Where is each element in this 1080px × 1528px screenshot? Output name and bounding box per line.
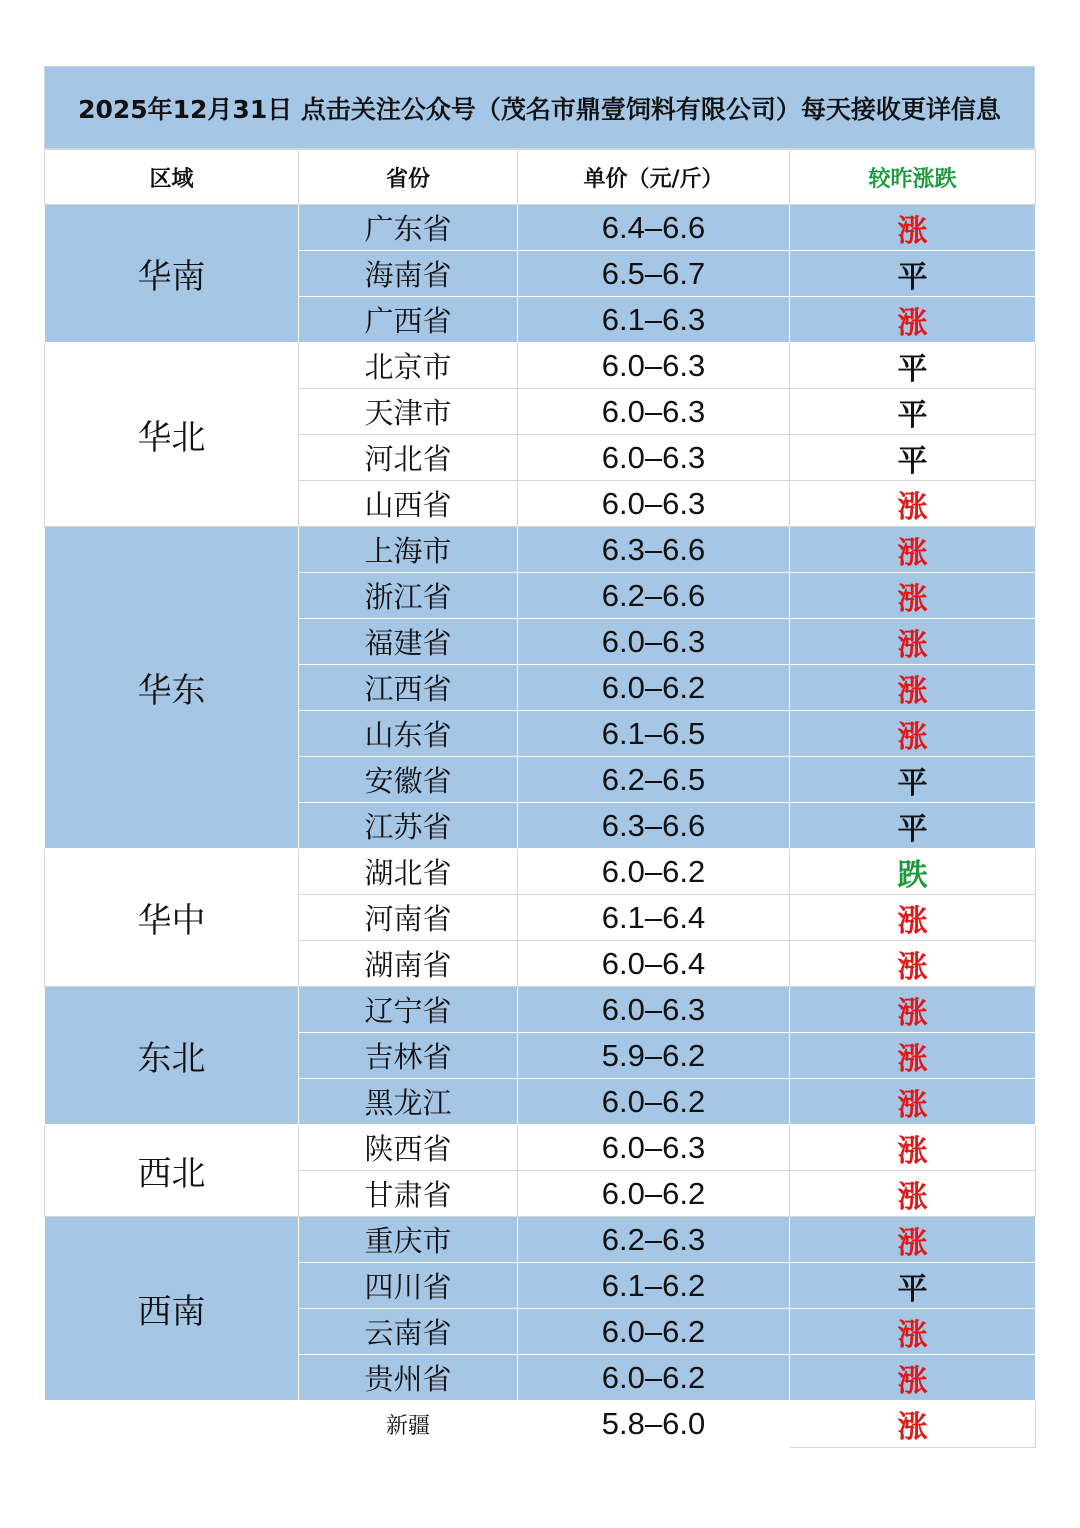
- province-cell: 浙江省: [299, 573, 518, 619]
- province-cell: 上海市: [299, 527, 518, 573]
- change-cell: 涨: [790, 665, 1036, 711]
- province-cell: 福建省: [299, 619, 518, 665]
- price-cell: 6.0–6.2: [518, 665, 790, 711]
- price-cell: 6.0–6.3: [518, 481, 790, 527]
- price-cell: 6.0–6.2: [518, 1171, 790, 1217]
- table-row: [45, 205, 1036, 251]
- price-cell: 6.5–6.7: [518, 251, 790, 297]
- price-cell: 6.0–6.2: [518, 1309, 790, 1355]
- province-cell: 北京市: [299, 343, 518, 389]
- province-cell: 重庆市: [299, 1217, 518, 1263]
- region-cell: 华东: [45, 527, 299, 849]
- table-row-extra: [45, 1401, 1036, 1448]
- table-row: [45, 343, 1036, 389]
- province-cell: 山西省: [299, 481, 518, 527]
- province-cell: 甘肃省: [299, 1171, 518, 1217]
- change-cell: 涨: [790, 573, 1036, 619]
- province-cell: 广西省: [299, 297, 518, 343]
- price-table: [44, 149, 1036, 1448]
- header-region: 区域: [45, 150, 299, 205]
- change-cell: 涨: [790, 711, 1036, 757]
- table-row: [45, 849, 1036, 895]
- region-cell: 华北: [45, 343, 299, 527]
- change-cell: 平: [790, 803, 1036, 849]
- price-sheet: [44, 66, 1035, 1448]
- province-cell: 河北省: [299, 435, 518, 481]
- region-cell: 华南: [45, 205, 299, 343]
- table-header-row: [45, 150, 1036, 205]
- price-cell: 6.3–6.6: [518, 527, 790, 573]
- price-cell: 6.2–6.5: [518, 757, 790, 803]
- price-cell: 6.2–6.3: [518, 1217, 790, 1263]
- empty-region-cell: [45, 1401, 299, 1448]
- change-cell: 涨: [790, 1079, 1036, 1125]
- header-change: 较昨涨跌: [790, 150, 1036, 205]
- region-cell: 西北: [45, 1125, 299, 1217]
- province-cell: 辽宁省: [299, 987, 518, 1033]
- price-cell: 6.1–6.4: [518, 895, 790, 941]
- price-cell: 6.3–6.6: [518, 803, 790, 849]
- change-cell: 涨: [790, 619, 1036, 665]
- province-cell: 吉林省: [299, 1033, 518, 1079]
- price-cell: 6.1–6.2: [518, 1263, 790, 1309]
- province-cell: 海南省: [299, 251, 518, 297]
- price-cell: 6.0–6.3: [518, 435, 790, 481]
- province-cell: 河南省: [299, 895, 518, 941]
- price-cell: 6.0–6.3: [518, 987, 790, 1033]
- province-cell: 江西省: [299, 665, 518, 711]
- table-row: [45, 527, 1036, 573]
- change-cell: 涨: [790, 1171, 1036, 1217]
- province-cell: 湖南省: [299, 941, 518, 987]
- change-cell: 涨: [790, 1125, 1036, 1171]
- province-cell: 广东省: [299, 205, 518, 251]
- change-cell: 跌: [790, 849, 1036, 895]
- table-row: [45, 1217, 1036, 1263]
- price-cell: 5.9–6.2: [518, 1033, 790, 1079]
- province-cell: 贵州省: [299, 1355, 518, 1401]
- price-cell: 6.0–6.2: [518, 849, 790, 895]
- change-cell: 平: [790, 251, 1036, 297]
- price-cell: 6.0–6.2: [518, 1079, 790, 1125]
- region-cell: 西南: [45, 1217, 299, 1401]
- change-cell: 平: [790, 757, 1036, 803]
- change-cell: 涨: [790, 481, 1036, 527]
- price-cell: 6.0–6.3: [518, 619, 790, 665]
- change-cell: 平: [790, 435, 1036, 481]
- header-price: 单价（元/斤）: [518, 150, 790, 205]
- price-cell: 6.0–6.4: [518, 941, 790, 987]
- price-cell: 6.0–6.3: [518, 389, 790, 435]
- change-cell: 涨: [790, 205, 1036, 251]
- change-cell: 平: [790, 389, 1036, 435]
- price-cell: 6.2–6.6: [518, 573, 790, 619]
- price-cell: 6.0–6.3: [518, 343, 790, 389]
- table-row: [45, 987, 1036, 1033]
- price-cell: 6.1–6.5: [518, 711, 790, 757]
- province-cell: 天津市: [299, 389, 518, 435]
- province-cell: 湖北省: [299, 849, 518, 895]
- price-cell: 6.0–6.3: [518, 1125, 790, 1171]
- price-cell: 6.1–6.3: [518, 297, 790, 343]
- price-cell: 6.0–6.2: [518, 1355, 790, 1401]
- change-cell: 涨: [790, 1401, 1036, 1448]
- province-cell: 江苏省: [299, 803, 518, 849]
- price-cell: 6.4–6.6: [518, 205, 790, 251]
- region-cell: 华中: [45, 849, 299, 987]
- province-cell: 山东省: [299, 711, 518, 757]
- change-cell: 平: [790, 1263, 1036, 1309]
- region-cell: 东北: [45, 987, 299, 1125]
- change-cell: 平: [790, 343, 1036, 389]
- change-cell: 涨: [790, 895, 1036, 941]
- sheet-title: 2025年12月31日 点击关注公众号（茂名市鼎壹饲料有限公司）每天接收更详信息: [44, 66, 1035, 149]
- province-cell: 四川省: [299, 1263, 518, 1309]
- change-cell: 涨: [790, 1355, 1036, 1401]
- province-cell: 黑龙江: [299, 1079, 518, 1125]
- price-cell: 5.8–6.0: [518, 1401, 790, 1448]
- province-cell: 云南省: [299, 1309, 518, 1355]
- province-cell: 新疆: [299, 1401, 518, 1448]
- change-cell: 涨: [790, 1033, 1036, 1079]
- table-row: [45, 1125, 1036, 1171]
- header-province: 省份: [299, 150, 518, 205]
- change-cell: 涨: [790, 297, 1036, 343]
- change-cell: 涨: [790, 527, 1036, 573]
- table-body: [45, 205, 1036, 1448]
- province-cell: 陕西省: [299, 1125, 518, 1171]
- change-cell: 涨: [790, 1217, 1036, 1263]
- province-cell: 安徽省: [299, 757, 518, 803]
- change-cell: 涨: [790, 1309, 1036, 1355]
- change-cell: 涨: [790, 987, 1036, 1033]
- change-cell: 涨: [790, 941, 1036, 987]
